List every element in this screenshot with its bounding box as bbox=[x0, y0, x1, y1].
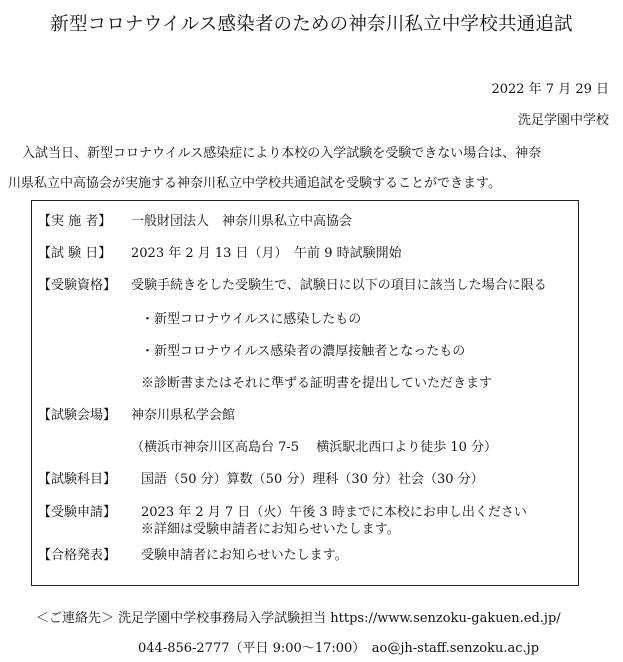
application-label: 【受験申請】 bbox=[38, 505, 117, 520]
organizer-label: 【実 施 者】 bbox=[38, 214, 112, 229]
eligibility-note: ※診断書またはそれに準ずる証明書を提出していただきます bbox=[141, 376, 493, 391]
venue-label: 【試験会場】 bbox=[38, 408, 117, 423]
eligibility-item: ・新型コロナウイルス感染者の濃厚接触者となったもの bbox=[141, 344, 466, 359]
venue-address: （横浜市神奈川区高島台 7-5 横浜駅北西口より徒歩 10 分） bbox=[131, 440, 498, 455]
intro-line-1: 入試当日、新型コロナウイルス感染症により本校の入学試験を受験できない場合は、神奈 bbox=[22, 146, 542, 161]
exam-date-label: 【試 験 日】 bbox=[38, 246, 112, 261]
issue-date: 2022 年 7 月 29 日 bbox=[491, 82, 609, 97]
contact-line-2: 044-856-2777（平日 9:00～17:00） ao@jh-staff.senzoku.ac.jp bbox=[138, 641, 540, 656]
eligibility-value: 受験手続きをした受験生で、試験日に以下の項目に該当した場合に限る bbox=[131, 278, 547, 293]
results-value: 受験申請者にお知らせいたします。 bbox=[141, 548, 348, 563]
exam-date-value: 2023 年 2 月 13 日（月） 午前 9 時試験開始 bbox=[131, 246, 402, 261]
intro-line-2: 川県私立中高協会が実施する神奈川私立中学校共通追試を受験することができます。 bbox=[8, 176, 501, 191]
subjects-value: 国語（50 分）算数（50 分）理科（30 分）社会（30 分） bbox=[141, 472, 484, 487]
document-title: 新型コロナウイルス感染者のための神奈川私立中学校共通追試 bbox=[50, 14, 573, 35]
venue-value: 神奈川県私学会館 bbox=[131, 408, 236, 423]
eligibility-item: ・新型コロナウイルスに感染したもの bbox=[141, 312, 362, 327]
results-label: 【合格発表】 bbox=[38, 548, 117, 563]
contact-line-1: ＜ご連絡先＞ 洗足学園中学校事務局入学試験担当 https://www.senzoku-gakuen.ed.jp/ bbox=[36, 611, 561, 626]
application-note: ※詳細は受験申請者にお知らせいたします。 bbox=[141, 522, 400, 537]
subjects-label: 【試験科目】 bbox=[38, 472, 117, 487]
application-value: 2023 年 2 月 7 日（火）午後 3 時までに本校にお申し出ください bbox=[141, 505, 527, 520]
school-name: 洗足学園中学校 bbox=[517, 113, 609, 128]
organizer-value: 一般財団法人 神奈川県私立中高協会 bbox=[131, 214, 353, 229]
eligibility-label: 【受験資格】 bbox=[38, 278, 117, 293]
